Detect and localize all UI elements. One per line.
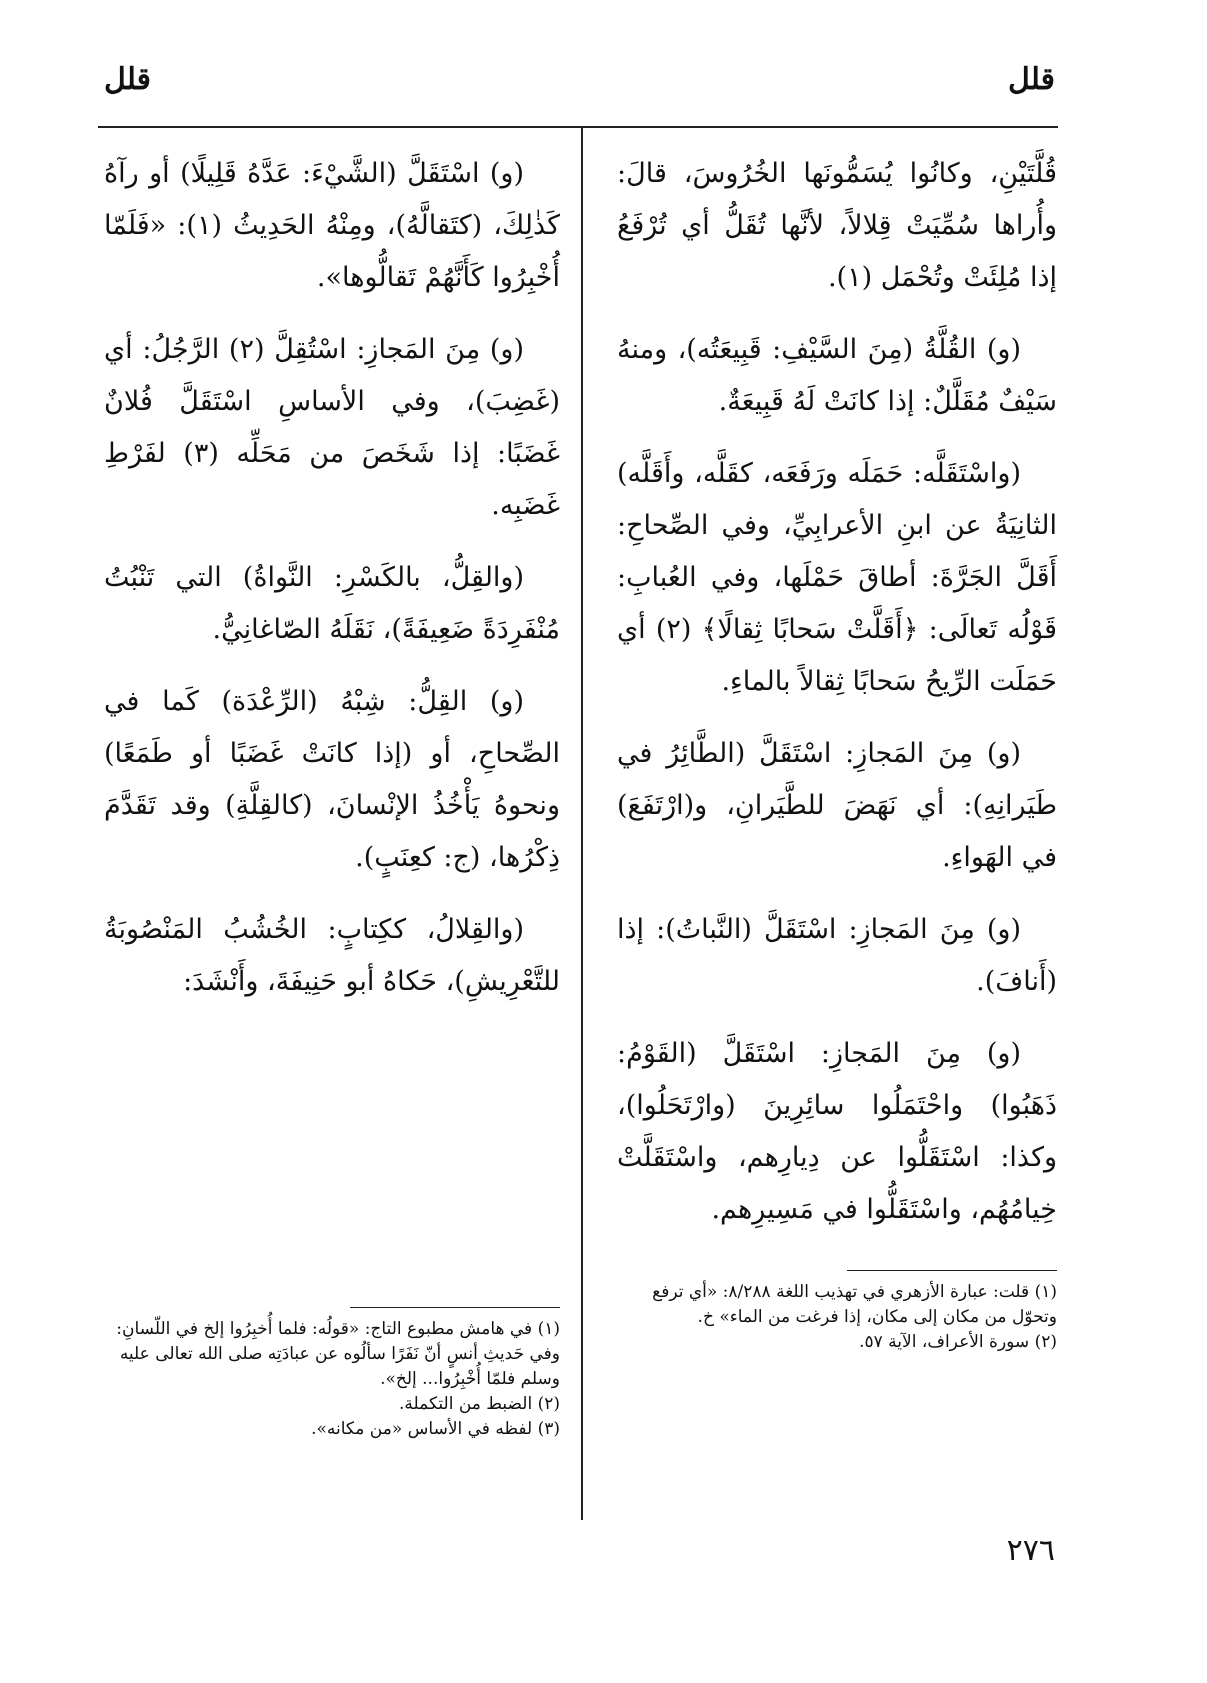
footnote: (٢) سورة الأعراف، الآية ٥٧. [859,1332,1057,1352]
entry-paragraph: (و) القُلَّةُ (مِنَ السَّيْفِ: قَبِيعَتُه)، ومنهُ سَيْفٌ مُقَلَّلٌ: إذا كانَتْ لَهُ قَبِيعَةٌ. [617,334,1057,417]
footnote: (١) في هامش مطبوع التاج: «قولُه: فلما أُخبِرُوا إلخ في اللّسانِ: وفي حَديثِ أنسٍ أنّ نَفَرًا سألُوه عن عبادَتِه صلى الله تعالى عليه وسلم فلمّا أُخْبِرُوا... إلخ». [116,1319,560,1389]
footnotes-left [104,1317,560,1442]
left-column [104,148,560,1028]
running-head-left: قلل [104,62,151,97]
column-divider [581,128,583,1520]
footnote: (١) قلت: عبارة الأزهري في تهذيب اللغة ٨/٢٨٨: «أي ترفع وتحوّل من مكان إلى مكان، إذا فرغت من الماء» خ. [652,1282,1057,1327]
footnote: (٣) لفظه في الأساس «من مكانه». [311,1419,560,1439]
footnote: (٢) الضبط من التكملة. [399,1394,560,1414]
entry-paragraph: (والقِلُّ، بالكَسْرِ: النَّواةُ) التي تَنْبُتُ مُنْفَرِدَةً ضَعِيفَةً)، نَقَلَهُ الصّاغانِيُّ. [104,562,560,645]
page-number: ٢٧٦ [1006,1533,1055,1568]
footnote-rule-right [847,1270,1057,1271]
header-rule [98,126,1058,128]
footnote-rule-left [350,1307,560,1308]
entry-paragraph: (و) اسْتَقَلَّ (الشَّيْءَ: عَدَّهُ قَلِيلًا) أو رآهُ كَذٰلِكَ، (كتَقالَّهُ)، ومِنْهُ الحَدِيثُ (١): «فَلَمّا أُخْبِرُوا كَأَنَّهُمْ تَقالُّوها». [104,158,561,293]
running-head-right: قلل [1008,62,1055,97]
entry-paragraph: (و) مِنَ المَجازِ: اسْتَقَلَّ (النَّباتُ): إذا (أَنافَ). [617,914,1057,997]
entry-paragraph: (و) القِلُّ: شِبْهُ (الرِّعْدَة) كَما في الصِّحاحِ، أو (إذا كانَتْ غَضَبًا أو طَمَعًا) ونحوهُ يَأْخُذُ الإنْسانَ، (كالقِلَّةِ) وقد تَقَدَّمَ ذِكْرُها، (ج: كعِنَبٍ). [104,686,560,873]
footnotes-right [617,1280,1057,1355]
entry-paragraph: (و) مِنَ المَجازِ: اسْتَقَلَّ (الطَّائِرُ في طَيَرانِهِ): أي نَهَضَ للطَّيَرانِ، و(ارْتَفَعَ) في الهَواءِ. [617,738,1057,873]
right-column [617,148,1057,1256]
entry-paragraph: (والقِلالُ، ككِتابٍ: الخُشُبُ المَنْصُوبَةُ للتَّعْرِيشِ)، حَكاهُ أبو حَنِيفَةَ، وأَنْشَدَ: [104,914,560,997]
entry-paragraph: قُلَّتَيْنِ، وكانُوا يُسَمُّونَها الخُرُوسَ، قالَ: وأُراها سُمِّيَتْ قِلالاً، لأنَّها تُقَلُّ أي تُرْفَعُ إذا مُلِئَتْ وتُحْمَل (١). [617,158,1057,293]
entry-paragraph: (و) مِنَ المَجازِ: اسْتَقَلَّ (القَوْمُ: ذَهَبُوا) واحْتَمَلُوا سائِرِينَ (وارْتَحَلُوا)، وكذا: اسْتَقَلُّوا عن دِيارِهم، واسْتَقَلَّتْ خِيامُهُم، واسْتَقَلُّوا في مَسِيرِهم. [617,1038,1057,1225]
entry-paragraph: (واسْتَقَلَّه: حَمَلَه ورَفَعَه، كقَلَّه، وأَقَلَّه) الثانِيَةُ عن ابنِ الأعرابِيِّ، وفي الصِّحاحِ: أَقَلَّ الجَرَّةَ: أطاقَ حَمْلَها، وفي العُبابِ: قَوْلُه تَعالَى: ﴿أَقَلَّتْ سَحابًا ثِقالًا﴾ (٢) أي حَمَلَت الرِّيحُ سَحابًا ثِقالاً بالماءِ. [617,458,1057,697]
entry-paragraph: (و) مِنَ المَجازِ: اسْتُقِلَّ (٢) الرَّجُلُ: أي (غَضِبَ)، وفي الأساسِ اسْتَقَلَّ فُلانٌ غَضَبًا: إذا شَخَصَ من مَحَلِّه (٣) لفَرْطِ غَضَبِه. [104,334,560,521]
